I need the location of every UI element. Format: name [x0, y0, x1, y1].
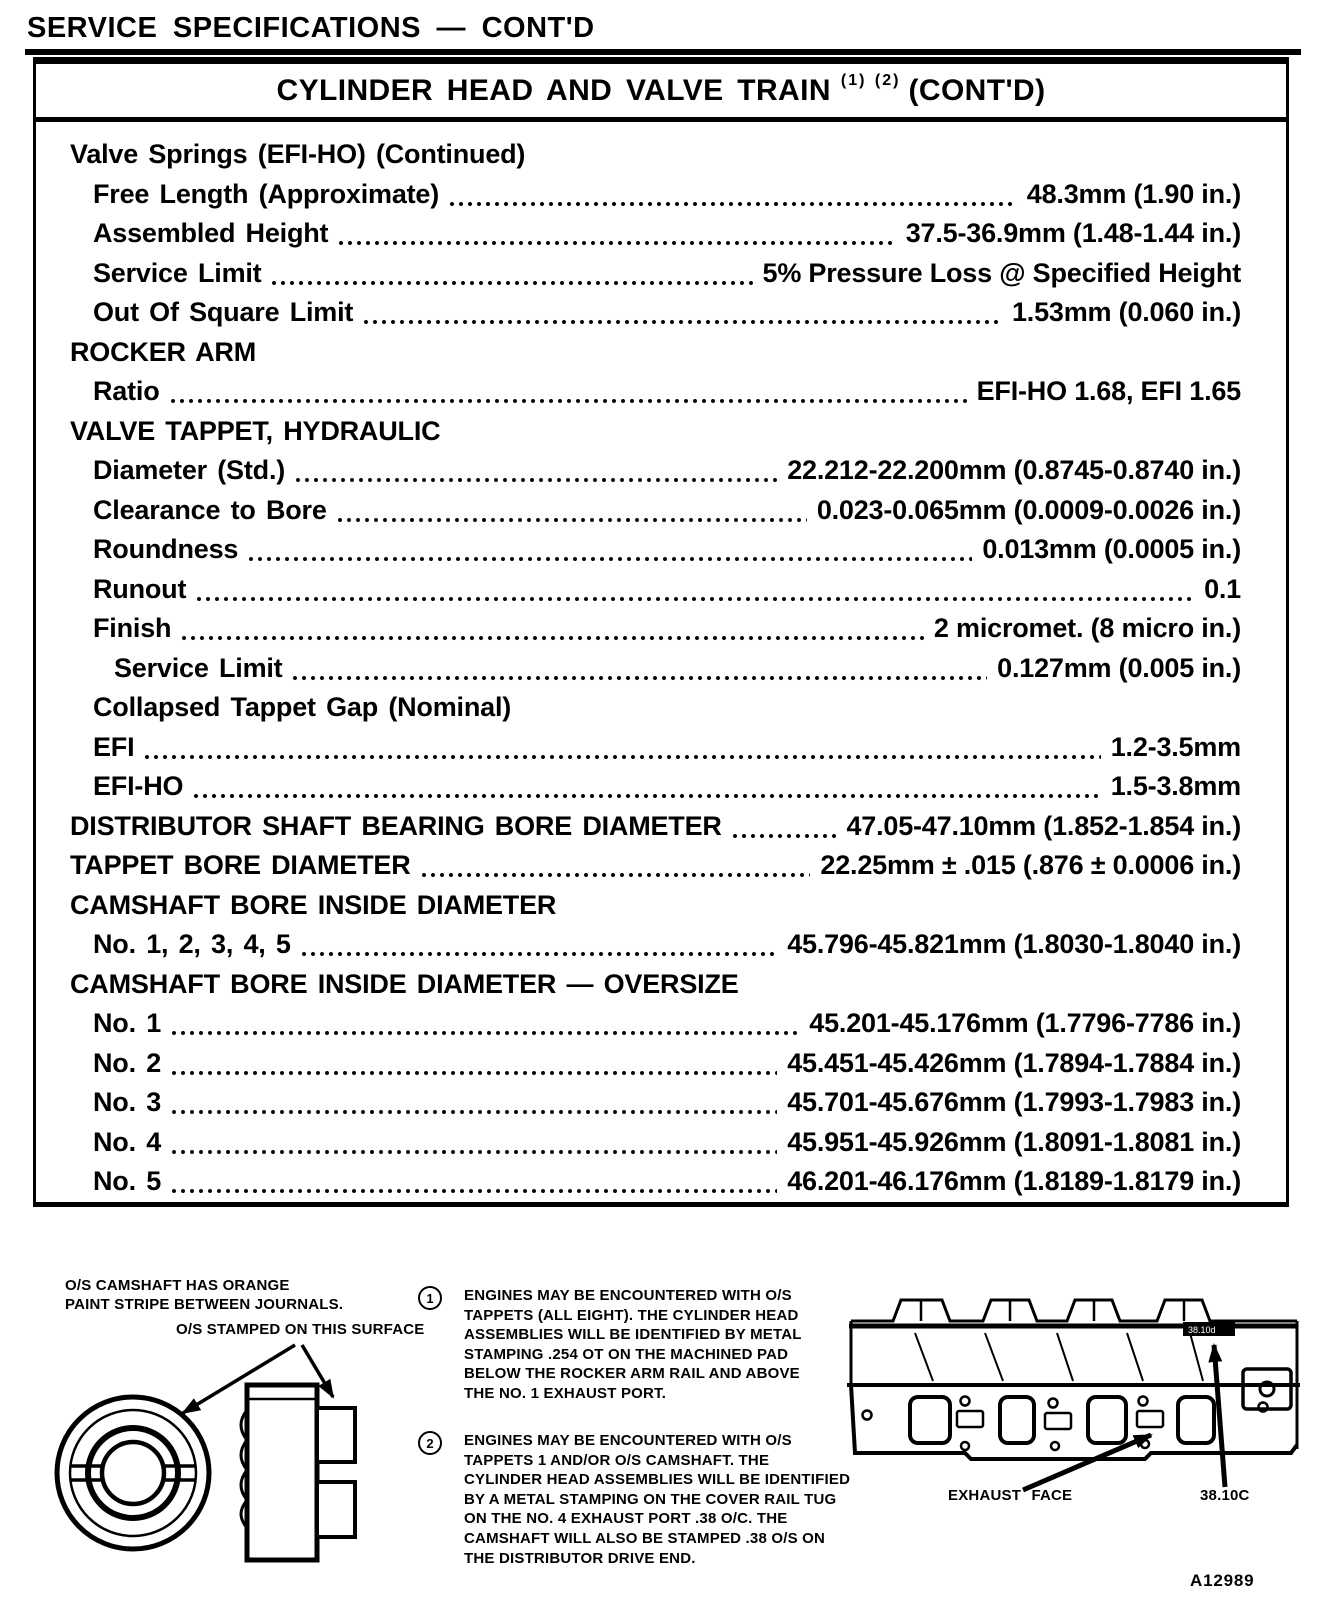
spec-label: ROCKER ARM [70, 336, 256, 367]
note-2 [418, 1431, 878, 1568]
dot-leader [420, 846, 811, 886]
figure-number-label: 38.10C [1200, 1487, 1250, 1504]
spec-row [70, 1162, 1241, 1202]
spec-row [70, 412, 1241, 452]
spec-label: Free Length (Approximate) [93, 178, 440, 209]
head-details [863, 1369, 1292, 1450]
camshaft-side-view [241, 1385, 355, 1560]
spec-label: CAMSHAFT BORE INSIDE DIAMETER — OVERSIZE [70, 968, 739, 999]
table-title-main: CYLINDER HEAD AND VALVE TRAIN [276, 73, 831, 107]
spec-row [70, 688, 1241, 728]
spec-label: Assembled Height [93, 218, 329, 248]
note-line: ENGINES MAY BE ENCOUNTERED WITH O/S [464, 1287, 792, 1304]
spec-value: 1.53mm (0.060 in.) [1011, 297, 1241, 327]
spec-value: 45.201-45.176mm (1.7796-7786 in.) [809, 1008, 1241, 1038]
spec-label: No. 4 [93, 1126, 162, 1157]
header-rule [25, 49, 1301, 55]
spec-row [70, 767, 1241, 807]
spec-label: DISTRIBUTOR SHAFT BEARING BORE DIAMETER [70, 810, 722, 841]
spec-row [70, 807, 1241, 847]
spec-label: Valve Springs (EFI-HO) (Continued) [70, 139, 526, 169]
spec-label: Runout [93, 573, 187, 604]
spec-label: Finish [93, 613, 172, 643]
dot-leader [143, 728, 1100, 768]
spec-row [70, 1123, 1241, 1163]
spec-row [70, 1044, 1241, 1084]
dot-leader [731, 807, 837, 847]
spec-label: EFI [93, 731, 135, 762]
spec-row [70, 925, 1241, 965]
note-line: THE DISTRIBUTOR DRIVE END. [464, 1549, 696, 1567]
note-2-text [464, 1431, 850, 1568]
spec-row [70, 293, 1241, 333]
spec-label: VALVE TAPPET, HYDRAULIC [70, 415, 441, 446]
spec-row [70, 451, 1241, 491]
spec-row [70, 333, 1241, 373]
camshaft-end-view [57, 1397, 209, 1549]
note-line: THE NO. 1 EXHAUST PORT. [464, 1384, 667, 1402]
note-line: ENGINES MAY BE ENCOUNTERED WITH O/S [464, 1432, 792, 1449]
dot-leader [247, 530, 972, 570]
spec-row [70, 372, 1241, 412]
spec-value: 1.5-3.8mm [1110, 771, 1241, 801]
spec-label: No. 1 [93, 1008, 162, 1038]
page-title: SERVICE SPECIFICATIONS — CONT'D [27, 12, 595, 44]
note-1 [418, 1286, 868, 1404]
surface-label: O/S STAMPED ON THIS SURFACE [176, 1321, 425, 1338]
dot-leader [170, 1004, 799, 1044]
spec-value: 45.451-45.426mm (1.7894-1.7884 in.) [787, 1047, 1241, 1078]
note-line: CYLINDER HEAD ASSEMBLIES WILL BE IDENTIFIED [464, 1471, 851, 1489]
doc-code: A12989 [1190, 1571, 1255, 1590]
spec-label: No. 5 [93, 1166, 162, 1196]
spec-label: No. 3 [93, 1087, 162, 1117]
spec-table [33, 57, 1289, 1207]
dot-leader [362, 293, 1002, 333]
spec-value: 0.1 [1204, 573, 1241, 604]
spec-label: Collapsed Tappet Gap (Nominal) [93, 692, 512, 722]
stamp-pad [1183, 1322, 1235, 1336]
spec-label: Service Limit [114, 652, 283, 683]
spec-row [70, 530, 1241, 570]
spec-row [70, 491, 1241, 531]
spec-row [70, 135, 1241, 175]
spec-value: 45.701-45.676mm (1.7993-1.7983 in.) [787, 1087, 1241, 1117]
note-1-text [464, 1286, 802, 1404]
dot-leader [300, 925, 778, 965]
dot-leader [270, 254, 752, 294]
spec-value: 22.25mm ± .015 (.876 ± 0.0006 in.) [820, 850, 1241, 880]
spec-value: 46.201-46.176mm (1.8189-1.8179 in.) [787, 1166, 1241, 1196]
camshaft-figure [45, 1335, 445, 1602]
note-line: STAMPING .254 OT ON THE MACHINED PAD [464, 1345, 789, 1363]
spec-row [70, 649, 1241, 689]
dot-leader [195, 570, 1194, 610]
spec-label: Clearance to Bore [93, 494, 327, 525]
table-title-suffix: (CONT'D) [908, 73, 1046, 107]
spec-value: 1.2-3.5mm [1110, 731, 1241, 762]
spec-value: 5% Pressure Loss @ Specified Height [762, 257, 1241, 288]
note-line: CAMSHAFT WILL ALSO BE STAMPED .38 O/S ON [464, 1529, 826, 1547]
dot-leader [169, 372, 967, 412]
spec-value: 48.3mm (1.90 in.) [1026, 178, 1241, 209]
spec-value: 0.023-0.065mm (0.0009-0.0026 in.) [816, 494, 1241, 525]
spec-row [70, 965, 1241, 1005]
camshaft-caption-line2: PAINT STRIPE BETWEEN JOURNALS. [65, 1296, 344, 1313]
spec-row [70, 728, 1241, 768]
exhaust-face-label: EXHAUST FACE [948, 1487, 1073, 1504]
dot-leader [170, 1162, 777, 1202]
spec-row [70, 609, 1241, 649]
dot-leader [192, 767, 1100, 807]
spec-label: Ratio [93, 376, 160, 406]
spec-value: 2 micromet. (8 micro in.) [933, 613, 1241, 643]
dot-leader [337, 214, 895, 254]
dot-leader [294, 451, 777, 491]
spec-row [70, 570, 1241, 610]
spec-value: 45.796-45.821mm (1.8030-1.8040 in.) [787, 929, 1241, 959]
camshaft-caption [65, 1276, 343, 1314]
dot-leader [170, 1123, 777, 1163]
spec-label: TAPPET BORE DIAMETER [70, 850, 411, 880]
spec-value: 22.212-22.200mm (0.8745-0.8740 in.) [787, 455, 1241, 485]
spec-value: 47.05-47.10mm (1.852-1.854 in.) [846, 810, 1241, 841]
spec-row [70, 886, 1241, 926]
dot-leader [170, 1044, 777, 1084]
spec-value: 37.5-36.9mm (1.48-1.44 in.) [905, 218, 1241, 248]
exhaust-ports [910, 1397, 1214, 1443]
spec-row [70, 846, 1241, 886]
table-title [36, 64, 1286, 122]
dot-leader [291, 649, 987, 689]
spec-value: 0.013mm (0.0005 in.) [982, 534, 1241, 564]
spec-label: No. 1, 2, 3, 4, 5 [93, 929, 291, 959]
note-line: TAPPETS (ALL EIGHT). THE CYLINDER HEAD [464, 1306, 799, 1324]
note-line: TAPPETS 1 AND/OR O/S CAMSHAFT. THE [464, 1451, 770, 1469]
spec-row [70, 1083, 1241, 1123]
stamp-text: 38.10d [1188, 1325, 1216, 1335]
spec-label: Service Limit [93, 257, 262, 288]
spec-label: Diameter (Std.) [93, 455, 286, 485]
dot-leader [448, 175, 1017, 215]
camshaft-caption-line1: O/S CAMSHAFT HAS ORANGE [65, 1277, 290, 1294]
spec-value: 0.127mm (0.005 in.) [997, 652, 1241, 683]
table-title-superscript: (1) (2) [840, 71, 901, 89]
spec-rows [36, 122, 1286, 1202]
spec-value: 45.951-45.926mm (1.8091-1.8081 in.) [787, 1126, 1241, 1157]
spec-row [70, 214, 1241, 254]
dot-leader [180, 609, 924, 649]
note-line: ASSEMBLIES WILL BE IDENTIFIED BY METAL [464, 1326, 802, 1344]
spec-label: EFI-HO [93, 771, 184, 801]
spec-label: CAMSHAFT BORE INSIDE DIAMETER [70, 889, 557, 920]
spec-label: Roundness [93, 534, 239, 564]
note-1-marker: 1 [418, 1286, 442, 1310]
spec-value: EFI-HO 1.68, EFI 1.65 [976, 376, 1241, 406]
spec-row [70, 175, 1241, 215]
note-line: BY A METAL STAMPING ON THE COVER RAIL TUG [464, 1490, 837, 1508]
spec-label: No. 2 [93, 1047, 162, 1078]
note-line: ON THE NO. 4 EXHAUST PORT .38 O/C. THE [464, 1510, 788, 1528]
spec-row [70, 254, 1241, 294]
cylinder-head-figure [845, 1285, 1315, 1510]
note-2-marker: 2 [418, 1431, 442, 1455]
note-line: BELOW THE ROCKER ARM RAIL AND ABOVE [464, 1365, 800, 1383]
dot-leader [170, 1083, 777, 1123]
spec-label: Out Of Square Limit [93, 297, 354, 327]
spec-row [70, 1004, 1241, 1044]
dot-leader [336, 491, 807, 531]
